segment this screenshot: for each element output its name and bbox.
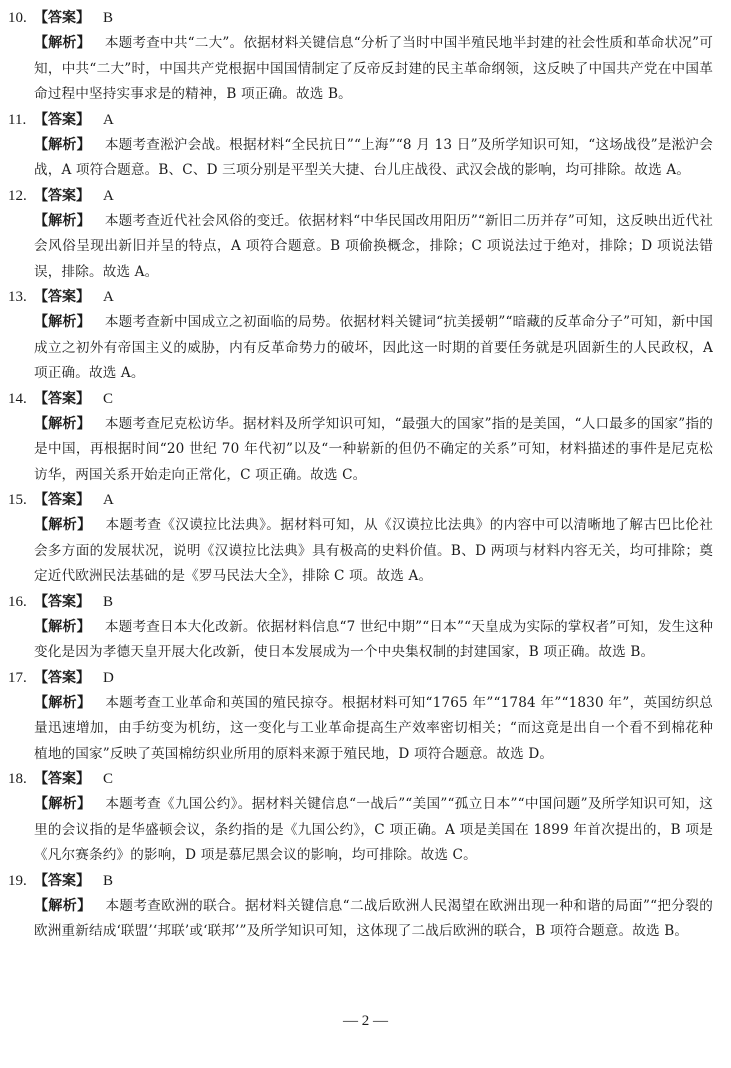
analysis-text: 本题考查《汉谟拉比法典》。据材料可知，从《汉谟拉比法典》的内容中可以清晰地了解古巴比伦社会多方面的发展状况，说明《汉谟拉比法典》具有极高的史料价值。B、D 两项与材料内容无关，均可排除；奠定近代欧洲民法基础的是《罗马民法大全》，排除 C 项。故选 A。: [34, 517, 713, 584]
analysis-text: 本题考查工业革命和英国的殖民掠夺。根据材料可知“1765 年”“1784 年”“1830 年”，英国纺织总量迅速增加，由手纺变为机纺，这一变化与工业革命提高生产效率密切相关；“而这竟是出自一个看不到棉花种植地的国家”反映了英国棉纺织业所用的原料来源于殖民地，D 项符合题意。故选 D。: [34, 694, 713, 762]
answer-value: C: [103, 771, 114, 787]
question-number: 10.: [8, 10, 27, 26]
answer-value: A: [103, 492, 114, 508]
answer-line: [0, 285, 731, 310]
question-item: [0, 108, 731, 184]
analysis-paragraph: [0, 792, 731, 869]
answer-label: 【答案】: [34, 492, 90, 508]
question-item: [0, 590, 731, 666]
answer-label: 【答案】: [34, 111, 90, 128]
answer-label: 【答案】: [34, 390, 90, 407]
answer-label: 【答案】: [34, 872, 90, 889]
analysis-label: 【解析】: [34, 517, 92, 533]
answer-line: [0, 666, 731, 691]
analysis-paragraph: [0, 615, 731, 666]
analysis-text: 本题考查欧洲的联合。据材料关键信息“二战后欧洲人民渴望在欧洲出现一种和谐的局面”“把分裂的欧洲重新结成‘联盟’‘邦联’或‘联邦’”及所学知识可知，这体现了二战后欧洲的联合，B 项符合题意。故选 B。: [34, 897, 713, 939]
analysis-text: 本题考查《九国公约》。据材料关键信息“一战后”“美国”“孤立日本”“中国问题”及所学知识可知，这里的会议指的是华盛顿会议，条约指的是《九国公约》，C 项正确。A 项是美国在 1899 年首次提出的，B 项是《凡尔赛条约》的影响，D 项是慕尼黑会议的影响，均可排除。故选 C。: [34, 796, 713, 863]
analysis-label: 【解析】: [34, 796, 92, 812]
answer-line: [0, 869, 731, 894]
answer-value: C: [103, 390, 114, 407]
answer-value: A: [103, 111, 114, 128]
question-number: 19.: [8, 872, 27, 889]
analysis-paragraph: [0, 412, 731, 489]
answer-label: 【答案】: [34, 187, 90, 204]
question-item: [0, 387, 731, 489]
analysis-label: 【解析】: [34, 897, 92, 914]
answer-value: B: [103, 593, 114, 610]
question-number: 12.: [8, 187, 27, 204]
answer-line: [0, 6, 731, 31]
answer-label: 【答案】: [34, 593, 90, 610]
answer-line: [0, 108, 731, 133]
answer-line: [0, 488, 731, 513]
analysis-paragraph: [0, 31, 731, 108]
question-item: [0, 184, 731, 286]
answer-line: [0, 767, 731, 792]
analysis-text: 本题考查近代社会风俗的变迁。依据材料“中华民国改用阳历”“新旧二历并存”可知，这反映出近代社会风俗呈现出新旧并呈的特点，A 项符合题意。B 项偷换概念，排除；C 项说法过于绝对，排除；D 项说法错误，排除。故选 A。: [34, 212, 713, 280]
analysis-paragraph: [0, 691, 731, 768]
answer-line: [0, 387, 731, 412]
answer-value: B: [103, 872, 114, 889]
answer-value: D: [103, 669, 114, 686]
question-number: 18.: [8, 771, 27, 787]
answer-label: 【答案】: [34, 669, 90, 686]
question-number: 13.: [8, 289, 27, 305]
question-item: [0, 869, 731, 945]
answer-value: A: [103, 187, 114, 204]
answer-value: B: [103, 10, 114, 26]
question-number: 14.: [8, 390, 27, 407]
question-item: [0, 6, 731, 108]
question-number: 16.: [8, 593, 27, 610]
question-number: 15.: [8, 492, 27, 508]
analysis-paragraph: [0, 513, 731, 590]
analysis-text: 本题考查尼克松访华。据材料及所学知识可知，“最强大的国家”指的是美国，“人口最多的国家”指的是中国，再根据时间“20 世纪 70 年代初”以及“一种崭新的但仍不确定的关系”可知，材料描述的事件是尼克松访华，两国关系开始走向正常化，C 项正确。故选 C。: [34, 415, 713, 483]
answer-value: A: [103, 289, 114, 305]
analysis-text: 本题考查淞沪会战。根据材料“全民抗日”“上海”“8 月 13 日”及所学知识可知，“这场战役”是淞沪会战，A 项符合题意。B、C、D 三项分别是平型关大捷、台儿庄战役、武汉会战的影响，均可排除。故选 A。: [34, 136, 713, 178]
question-number: 17.: [8, 669, 27, 686]
analysis-text: 本题考查中共“二大”。依据材料关键信息“分析了当时中国半殖民地半封建的社会性质和革命状况”可知，中共“二大”时，中国共产党根据中国国情制定了反帝反封建的民主革命纲领，这反映了中国共产党在中国革命过程中坚持实事求是的精神，B 项正确。故选 B。: [34, 35, 713, 102]
answer-label: 【答案】: [34, 10, 90, 26]
analysis-paragraph: [0, 310, 731, 387]
analysis-paragraph: [0, 209, 731, 286]
question-item: [0, 666, 731, 768]
analysis-label: 【解析】: [34, 314, 91, 330]
answer-list: [0, 6, 731, 945]
analysis-label: 【解析】: [34, 136, 91, 153]
analysis-label: 【解析】: [34, 694, 92, 711]
analysis-text: 本题考查新中国成立之初面临的局势。依据材料关键词“抗美援朝”“暗藏的反革命分子”可知，新中国成立之初外有帝国主义的威胁，内有反革命势力的破坏，因此这一时期的首要任务就是巩固新生的人民政权，A 项正确。故选 A。: [34, 314, 713, 381]
answer-label: 【答案】: [34, 771, 90, 787]
analysis-label: 【解析】: [34, 35, 91, 51]
analysis-label: 【解析】: [34, 212, 91, 229]
analysis-paragraph: [0, 133, 731, 184]
question-item: [0, 767, 731, 869]
analysis-label: 【解析】: [34, 415, 91, 432]
question-item: [0, 285, 731, 387]
analysis-paragraph: [0, 894, 731, 945]
page-number: — 2 —: [343, 1013, 388, 1029]
answer-label: 【答案】: [34, 289, 90, 305]
question-item: [0, 488, 731, 590]
question-number: 11.: [8, 111, 27, 128]
answer-line: [0, 184, 731, 209]
analysis-text: 本题考查日本大化改新。依据材料信息“7 世纪中期”“日本”“天皇成为实际的掌权者”可知，发生这种变化是因为孝德天皇开展大化改新，使日本发展成为一个中央集权制的封建国家，B 项正确。故选 B。: [34, 618, 713, 660]
analysis-label: 【解析】: [34, 618, 91, 635]
answer-line: [0, 590, 731, 615]
